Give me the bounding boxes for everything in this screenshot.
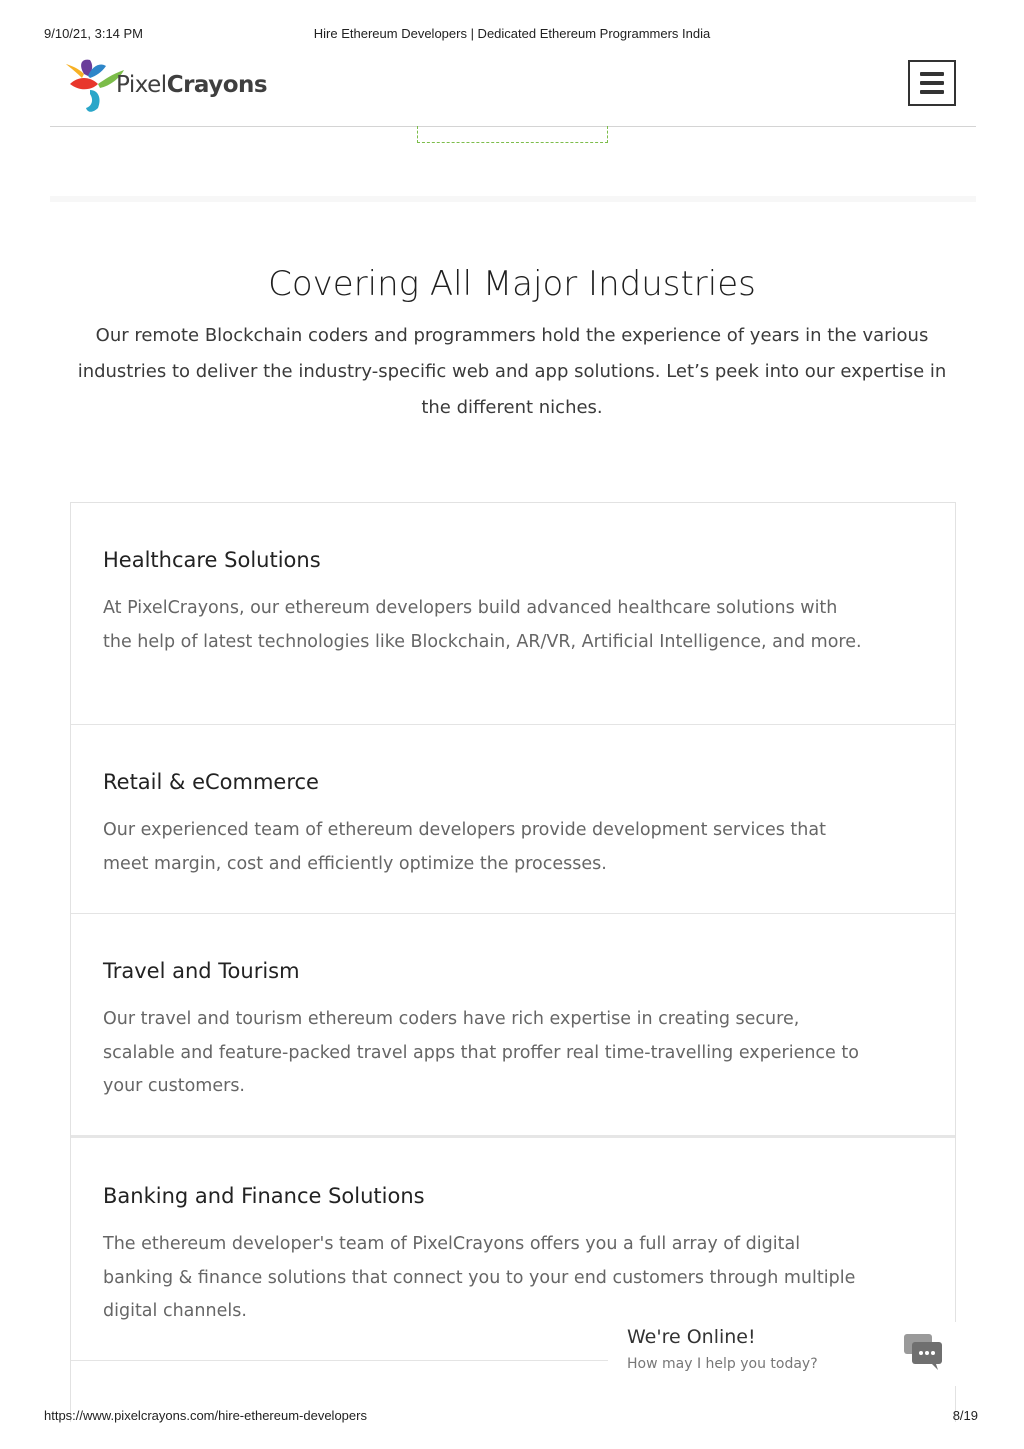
- chat-title: We're Online!: [627, 1326, 756, 1348]
- print-page-title: Hire Ethereum Developers | Dedicated Ethereum Programmers India: [313, 26, 711, 41]
- site-header: [50, 52, 976, 127]
- site-logo[interactable]: [64, 56, 284, 118]
- industry-card: [71, 725, 955, 914]
- brand-name-bold: Crayons: [166, 72, 268, 98]
- card-text: At PixelCrayons, our ethereum developers build advanced healthcare solutions with the help of latest technologies like Blockchain, AR/VR, Artificial Intelligence, and more.: [103, 598, 862, 652]
- hamburger-menu-icon: [920, 72, 944, 76]
- brand-name: [116, 72, 267, 98]
- print-footer: [0, 1408, 1024, 1424]
- card-title: Retail & eCommerce: [103, 770, 319, 794]
- hamburger-menu-icon: [920, 90, 944, 94]
- industry-card: [71, 503, 955, 725]
- hamburger-menu-icon: [920, 81, 944, 85]
- print-datetime: 9/10/21, 3:14 PM: [44, 26, 144, 41]
- industry-card-list: [70, 502, 956, 1422]
- section-title: Covering All Major Industries: [268, 264, 756, 304]
- brand-name-light: Pixel: [116, 72, 167, 98]
- industry-card: [71, 914, 955, 1138]
- card-title: Healthcare Solutions: [103, 548, 321, 572]
- chat-bubble-icon[interactable]: [902, 1332, 946, 1372]
- print-header: [0, 26, 1024, 42]
- print-url: https://www.pixelcrayons.com/hire-ethereum-developers: [44, 1408, 367, 1423]
- card-text: The ethereum developer's team of PixelCrayons offers you a full array of digital banking & finance solutions that connect you to your end customers through multiple digital channels.: [103, 1234, 856, 1321]
- print-page-number: 8/19: [952, 1408, 978, 1423]
- section-intro: Our remote Blockchain coders and programmers hold the experience of years in the various industries to deliver the industry-specific web and app solutions. Let’s peek into our expertise in the different niches.: [77, 325, 947, 418]
- chat-widget[interactable]: [608, 1322, 960, 1386]
- menu-button[interactable]: [908, 60, 956, 106]
- card-text: Our travel and tourism ethereum coders have rich expertise in creating secure, scalable and feature-packed travel apps that proffer real time-travelling experience to your customers.: [103, 1009, 859, 1096]
- chat-subtitle: How may I help you today?: [627, 1356, 818, 1372]
- section-divider: [50, 196, 976, 202]
- card-title: Travel and Tourism: [103, 959, 300, 983]
- card-text: Our experienced team of ethereum developers provide development services that meet margin, cost and efficiently optimize the processes.: [103, 820, 826, 874]
- dashed-placeholder: [417, 126, 608, 143]
- card-title: Banking and Finance Solutions: [103, 1184, 425, 1208]
